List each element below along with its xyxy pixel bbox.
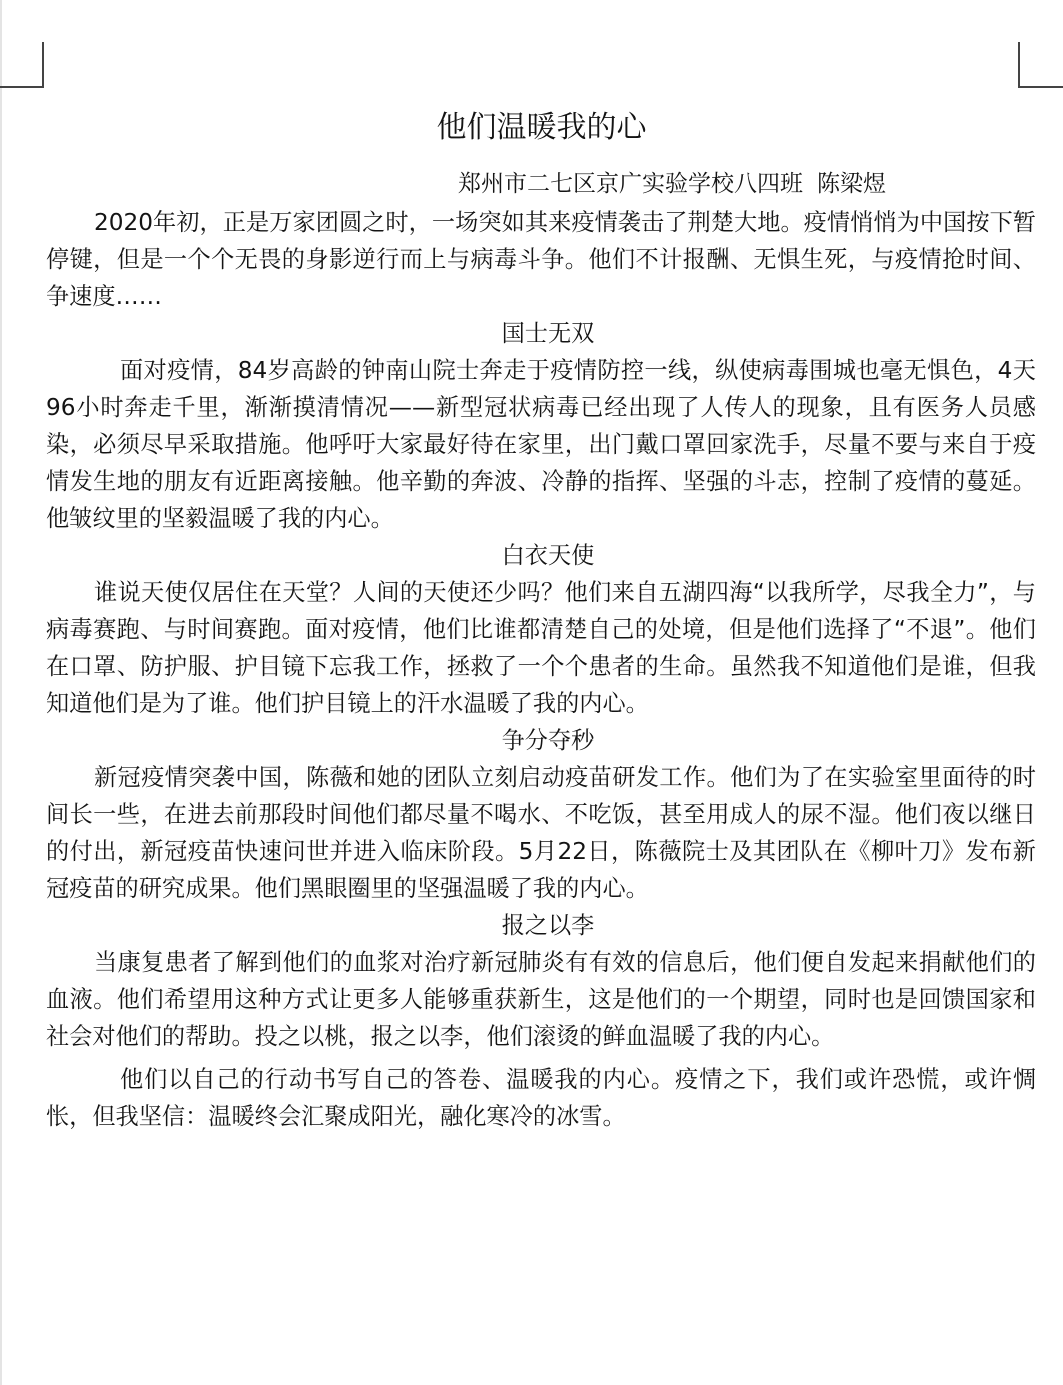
crop-mark-top-right	[1018, 42, 1063, 88]
byline	[458, 166, 886, 202]
page-edge	[0, 0, 2, 1385]
conclusion-paragraph: 他们以自己的行动书写自己的答卷、温暖我的内心。疫情之下，我们或许恐慌，或许惆怅，但我坚信：温暖终会汇聚成阳光，融化寒冷的冰雪。	[46, 1066, 1036, 1130]
section-paragraph: 当康复患者了解到他们的血浆对治疗新冠肺炎有有效的信息后，他们便自发起来捐献他们的血液。他们希望用这种方式让更多人能够重获新生，这是他们的一个期望，同时也是回馈国家和社会对他们的帮助。投之以桃，报之以李，他们滚烫的鲜血温暖了我的内心。	[46, 949, 1036, 1050]
section-paragraph: 谁说天使仅居住在天堂？人间的天使还少吗？他们来自五湖四海“以我所学，尽我全力”，与病毒赛跑、与时间赛跑。面对疫情，他们比谁都清楚自己的处境，但是他们选择了“不退”。他们在口罩、防护服、护目镜下忘我工作，拯救了一个个患者的生命。虽然我不知道他们是谁，但我知道他们是为了谁。他们护目镜上的汗水温暖了我的内心。	[46, 579, 1036, 717]
section-heading: 白衣天使	[501, 542, 595, 569]
section-heading: 争分夺秒	[501, 727, 595, 754]
byline-school: 郑州市二七区京广实验学校八四班	[458, 171, 803, 197]
byline-author: 陈梁煜	[817, 171, 886, 197]
document-title: 他们温暖我的心	[436, 110, 647, 145]
section-heading: 报之以李	[501, 912, 595, 939]
crop-mark-top-left	[0, 42, 44, 88]
section-paragraph: 新冠疫情突袭中国，陈薇和她的团队立刻启动疫苗研发工作。他们为了在实验室里面待的时间长一些，在进去前那段时间他们都尽量不喝水、不吃饭，甚至用成人的尿不湿。他们夜以继日的付出，新冠疫苗快速问世并进入临床阶段。5月22日，陈薇院士及其团队在《柳叶刀》发布新冠疫苗的研究成果。他们黑眼圈里的坚强温暖了我的内心。	[46, 764, 1036, 902]
section-paragraph: 面对疫情，84岁高龄的钟南山院士奔走于疫情防控一线，纵使病毒围城也毫无惧色，4天96小时奔走千里，渐渐摸清情况——新型冠状病毒已经出现了人传人的现象，且有医务人员感染，必须尽早采取措施。他呼吁大家最好待在家里，出门戴口罩回家洗手，尽量不要与来自于疫情发生地的朋友有近距离接触。他辛勤的奔波、冷静的指挥、坚强的斗志，控制了疫情的蔓延。他皱纹里的坚毅温暖了我的内心。	[46, 357, 1036, 532]
section-heading: 国士无双	[501, 320, 595, 347]
intro-paragraph: 2020年初，正是万家团圆之时，一场突如其来疫情袭击了荆楚大地。疫情悄悄为中国按下暂停键，但是一个个无畏的身影逆行而上与病毒斗争。他们不计报酬、无惧生死，与疫情抢时间、争速度……	[46, 209, 1036, 310]
essay-body	[46, 204, 1036, 1135]
